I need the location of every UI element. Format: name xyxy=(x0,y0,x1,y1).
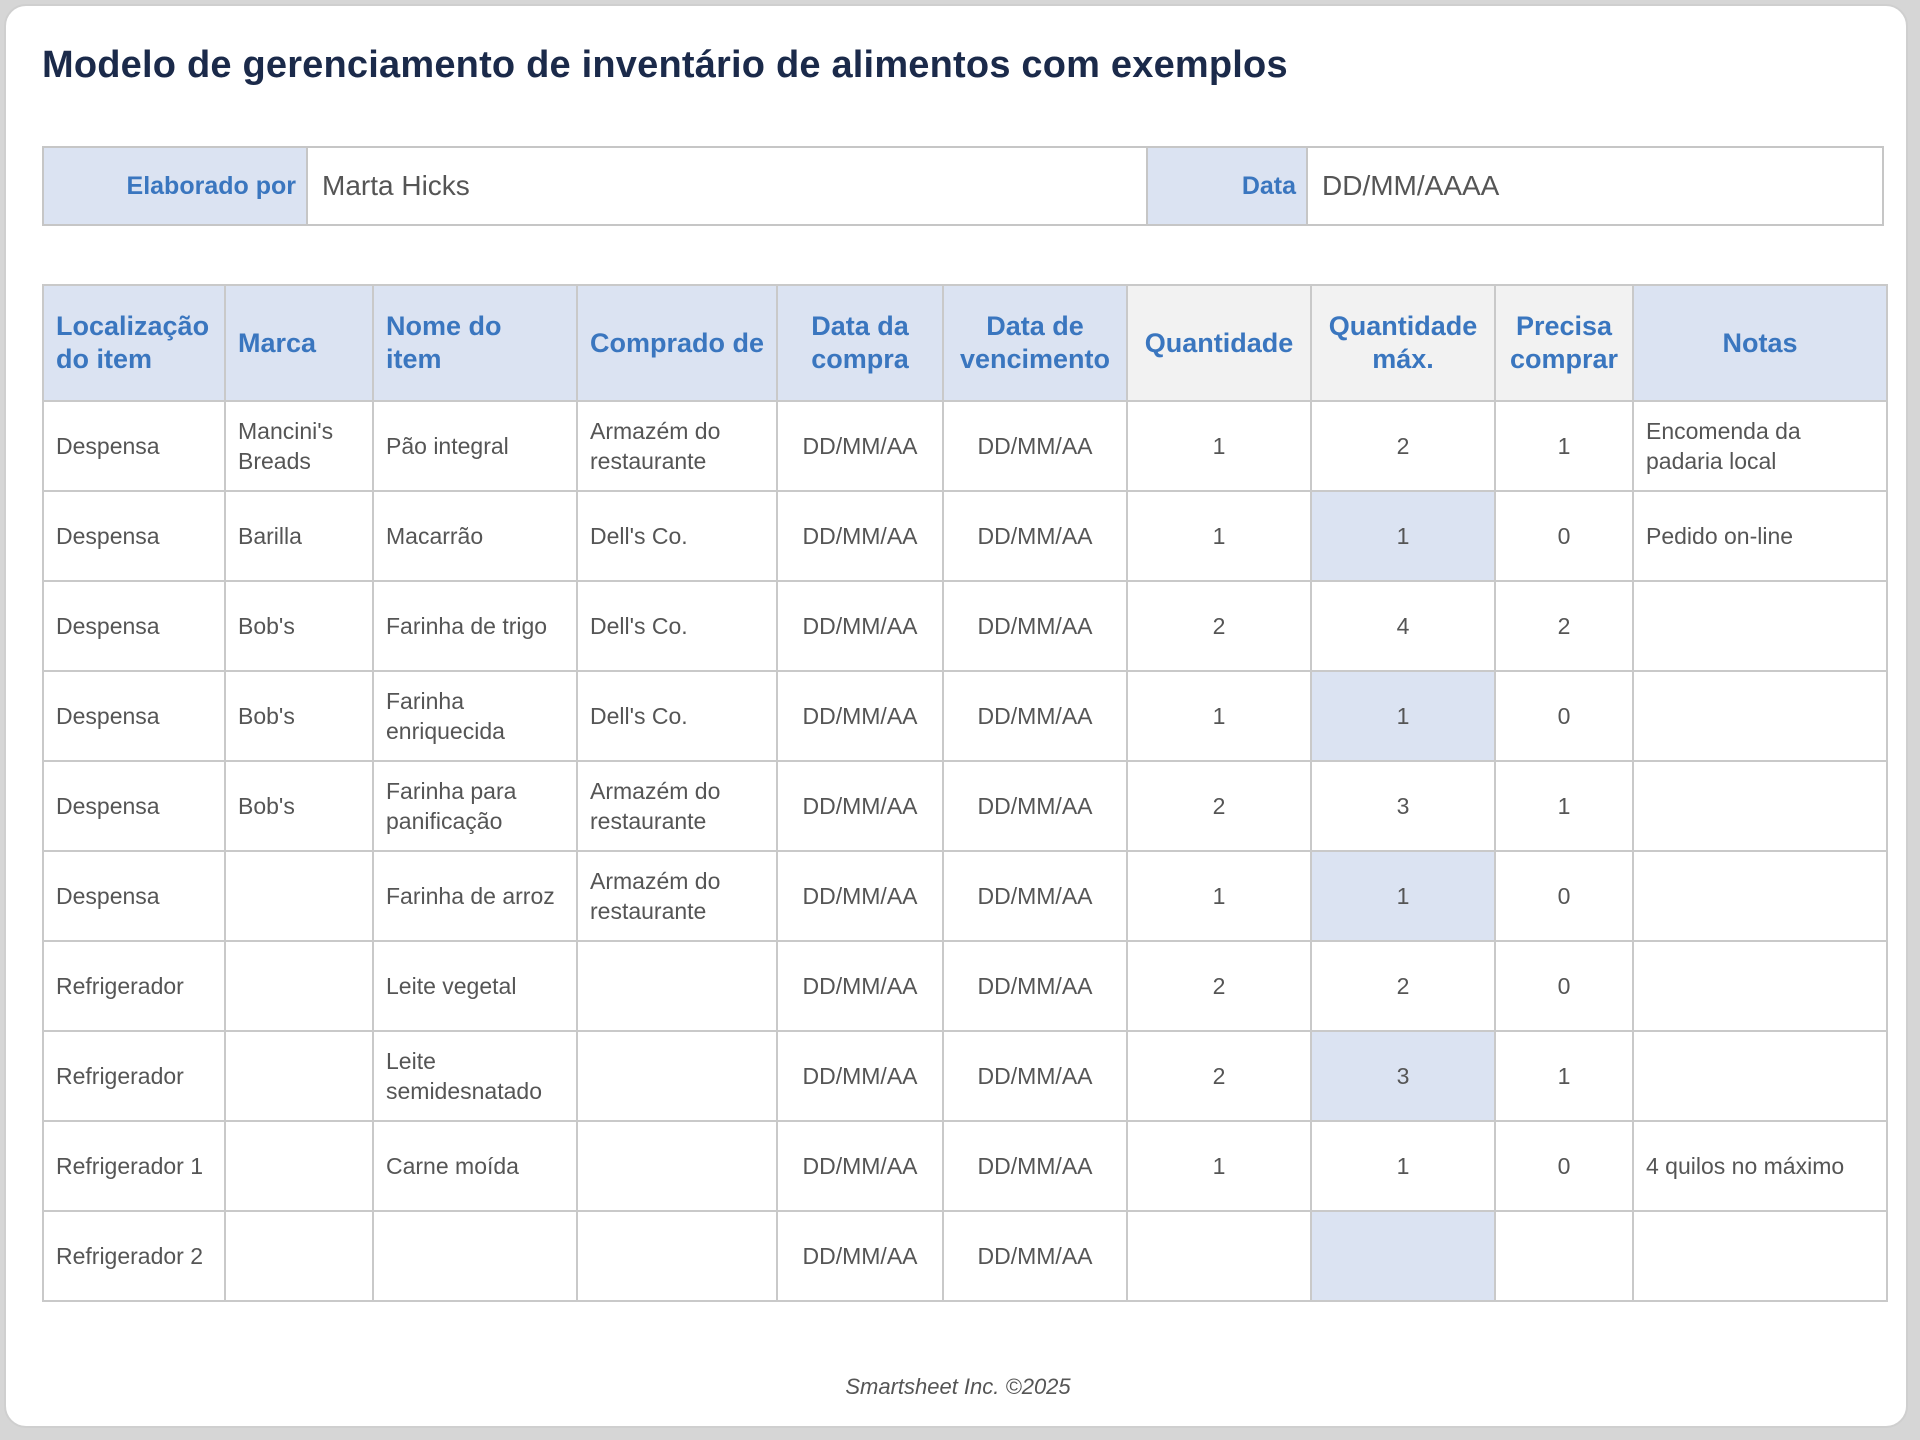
header-row xyxy=(43,285,1887,401)
cell-need-buy[interactable]: 2 xyxy=(1495,581,1633,671)
cell-name[interactable]: Leite semidesnatado xyxy=(373,1031,577,1121)
meta-table xyxy=(42,146,1884,226)
cell-max-quantity[interactable]: 1 xyxy=(1311,1121,1495,1211)
cell-max-quantity[interactable]: 3 xyxy=(1311,761,1495,851)
col-header-quantity: Quantidade xyxy=(1127,285,1311,401)
cell-notes[interactable]: Encomenda da padaria local xyxy=(1633,401,1887,491)
cell-expiry-date[interactable]: DD/MM/AA xyxy=(943,1121,1127,1211)
cell-brand[interactable] xyxy=(225,851,373,941)
cell-brand[interactable]: Barilla xyxy=(225,491,373,581)
cell-purchase-date[interactable]: DD/MM/AA xyxy=(777,401,943,491)
cell-need-buy[interactable]: 1 xyxy=(1495,761,1633,851)
cell-quantity[interactable]: 1 xyxy=(1127,671,1311,761)
col-header-notes: Notas xyxy=(1633,285,1887,401)
cell-max-quantity[interactable]: 1 xyxy=(1311,491,1495,581)
cell-quantity[interactable]: 1 xyxy=(1127,491,1311,581)
cell-max-quantity[interactable]: 3 xyxy=(1311,1031,1495,1121)
cell-location[interactable]: Despensa xyxy=(43,491,225,581)
cell-brand[interactable]: Bob's xyxy=(225,581,373,671)
table-row xyxy=(43,1031,1887,1121)
cell-expiry-date[interactable]: DD/MM/AA xyxy=(943,761,1127,851)
col-header-brand: Marca xyxy=(225,285,373,401)
cell-need-buy[interactable]: 0 xyxy=(1495,1121,1633,1211)
col-header-max-quantity: Quantidade máx. xyxy=(1311,285,1495,401)
cell-notes[interactable] xyxy=(1633,941,1887,1031)
table-row xyxy=(43,1121,1887,1211)
col-header-location: Localização do item xyxy=(43,285,225,401)
cell-bought-from[interactable] xyxy=(577,941,777,1031)
cell-quantity[interactable]: 1 xyxy=(1127,401,1311,491)
table-row xyxy=(43,671,1887,761)
cell-quantity[interactable]: 2 xyxy=(1127,761,1311,851)
cell-max-quantity[interactable]: 1 xyxy=(1311,851,1495,941)
cell-bought-from[interactable]: Armazém do restaurante xyxy=(577,851,777,941)
cell-bought-from[interactable]: Dell's Co. xyxy=(577,491,777,581)
cell-location[interactable]: Refrigerador xyxy=(43,941,225,1031)
cell-max-quantity[interactable]: 1 xyxy=(1311,671,1495,761)
cell-name[interactable]: Farinha para panificação xyxy=(373,761,577,851)
cell-need-buy[interactable]: 0 xyxy=(1495,851,1633,941)
cell-need-buy[interactable] xyxy=(1495,1211,1633,1301)
cell-need-buy[interactable]: 1 xyxy=(1495,401,1633,491)
col-header-bought-from: Comprado de xyxy=(577,285,777,401)
cell-need-buy[interactable]: 0 xyxy=(1495,491,1633,581)
cell-location[interactable]: Refrigerador 1 xyxy=(43,1121,225,1211)
cell-location[interactable]: Despensa xyxy=(43,761,225,851)
table-row xyxy=(43,1211,1887,1301)
cell-brand[interactable] xyxy=(225,1121,373,1211)
cell-notes[interactable]: Pedido on-line xyxy=(1633,491,1887,581)
col-header-need-buy: Precisa comprar xyxy=(1495,285,1633,401)
col-header-expiry-date: Data de vencimento xyxy=(943,285,1127,401)
col-header-name: Nome do item xyxy=(373,285,577,401)
cell-expiry-date[interactable]: DD/MM/AA xyxy=(943,1031,1127,1121)
cell-max-quantity[interactable] xyxy=(1311,1211,1495,1301)
cell-brand[interactable]: Mancini's Breads xyxy=(225,401,373,491)
cell-purchase-date[interactable]: DD/MM/AA xyxy=(777,851,943,941)
inventory-table xyxy=(42,284,1888,1302)
cell-name[interactable] xyxy=(373,1211,577,1301)
footer-copyright: Smartsheet Inc. ©2025 xyxy=(845,1374,1071,1399)
cell-notes[interactable] xyxy=(1633,761,1887,851)
cell-expiry-date[interactable]: DD/MM/AA xyxy=(943,581,1127,671)
cell-brand[interactable] xyxy=(225,941,373,1031)
cell-quantity[interactable]: 2 xyxy=(1127,1031,1311,1121)
cell-quantity[interactable]: 2 xyxy=(1127,581,1311,671)
cell-name[interactable]: Carne moída xyxy=(373,1121,577,1211)
cell-max-quantity[interactable]: 2 xyxy=(1311,401,1495,491)
table-row xyxy=(43,581,1887,671)
cell-location[interactable]: Refrigerador 2 xyxy=(43,1211,225,1301)
cell-brand[interactable] xyxy=(225,1211,373,1301)
cell-expiry-date[interactable]: DD/MM/AA xyxy=(943,941,1127,1031)
cell-name[interactable]: Macarrão xyxy=(373,491,577,581)
cell-purchase-date[interactable]: DD/MM/AA xyxy=(777,1031,943,1121)
cell-notes[interactable] xyxy=(1633,851,1887,941)
prepared-by-label: Elaborado por xyxy=(43,147,307,225)
table-row xyxy=(43,401,1887,491)
cell-bought-from[interactable]: Armazém do restaurante xyxy=(577,401,777,491)
cell-purchase-date[interactable]: DD/MM/AA xyxy=(777,761,943,851)
document-page xyxy=(4,4,1908,1428)
cell-expiry-date[interactable]: DD/MM/AA xyxy=(943,491,1127,581)
cell-purchase-date[interactable]: DD/MM/AA xyxy=(777,1211,943,1301)
cell-need-buy[interactable]: 0 xyxy=(1495,941,1633,1031)
cell-bought-from[interactable]: Dell's Co. xyxy=(577,671,777,761)
cell-expiry-date[interactable]: DD/MM/AA xyxy=(943,401,1127,491)
table-row xyxy=(43,491,1887,581)
cell-location[interactable]: Despensa xyxy=(43,581,225,671)
table-row xyxy=(43,851,1887,941)
cell-max-quantity[interactable]: 4 xyxy=(1311,581,1495,671)
cell-brand[interactable]: Bob's xyxy=(225,761,373,851)
cell-notes[interactable]: 4 quilos no máximo xyxy=(1633,1121,1887,1211)
cell-name[interactable]: Farinha de arroz xyxy=(373,851,577,941)
table-row xyxy=(43,761,1887,851)
cell-location[interactable]: Despensa xyxy=(43,401,225,491)
cell-bought-from[interactable]: Armazém do restaurante xyxy=(577,761,777,851)
cell-expiry-date[interactable]: DD/MM/AA xyxy=(943,851,1127,941)
inventory-body xyxy=(43,401,1887,1301)
cell-need-buy[interactable]: 1 xyxy=(1495,1031,1633,1121)
cell-expiry-date[interactable]: DD/MM/AA xyxy=(943,671,1127,761)
date-label: Data xyxy=(1147,147,1307,225)
cell-bought-from[interactable] xyxy=(577,1211,777,1301)
cell-bought-from[interactable] xyxy=(577,1031,777,1121)
cell-location[interactable]: Despensa xyxy=(43,671,225,761)
page-title: Modelo de gerenciamento de inventário de alimentos com exemplos xyxy=(42,44,1288,86)
cell-brand[interactable]: Bob's xyxy=(225,671,373,761)
cell-expiry-date[interactable]: DD/MM/AA xyxy=(943,1211,1127,1301)
cell-need-buy[interactable]: 0 xyxy=(1495,671,1633,761)
table-row xyxy=(43,941,1887,1031)
cell-notes[interactable] xyxy=(1633,671,1887,761)
cell-quantity[interactable]: 1 xyxy=(1127,1121,1311,1211)
cell-bought-from[interactable]: Dell's Co. xyxy=(577,581,777,671)
cell-name[interactable]: Farinha de trigo xyxy=(373,581,577,671)
cell-notes[interactable] xyxy=(1633,581,1887,671)
cell-notes[interactable] xyxy=(1633,1211,1887,1301)
cell-purchase-date[interactable]: DD/MM/AA xyxy=(777,491,943,581)
cell-notes[interactable] xyxy=(1633,1031,1887,1121)
date-field[interactable]: DD/MM/AAAA xyxy=(1307,147,1883,225)
cell-name[interactable]: Farinha enriquecida xyxy=(373,671,577,761)
cell-name[interactable]: Pão integral xyxy=(373,401,577,491)
cell-brand[interactable] xyxy=(225,1031,373,1121)
prepared-by-field[interactable]: Marta Hicks xyxy=(307,147,1147,225)
cell-location[interactable]: Refrigerador xyxy=(43,1031,225,1121)
cell-location[interactable]: Despensa xyxy=(43,851,225,941)
cell-purchase-date[interactable]: DD/MM/AA xyxy=(777,581,943,671)
cell-quantity[interactable] xyxy=(1127,1211,1311,1301)
cell-purchase-date[interactable]: DD/MM/AA xyxy=(777,941,943,1031)
cell-name[interactable]: Leite vegetal xyxy=(373,941,577,1031)
cell-max-quantity[interactable]: 2 xyxy=(1311,941,1495,1031)
cell-quantity[interactable]: 2 xyxy=(1127,941,1311,1031)
col-header-purchase-date: Data da compra xyxy=(777,285,943,401)
cell-purchase-date[interactable]: DD/MM/AA xyxy=(777,671,943,761)
cell-purchase-date[interactable]: DD/MM/AA xyxy=(777,1121,943,1211)
cell-bought-from[interactable] xyxy=(577,1121,777,1211)
cell-quantity[interactable]: 1 xyxy=(1127,851,1311,941)
